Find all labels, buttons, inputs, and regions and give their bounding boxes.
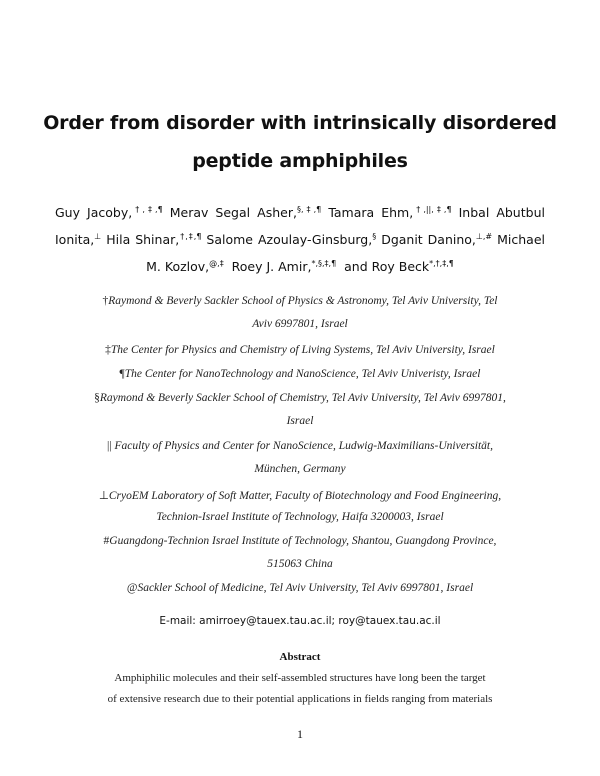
affiliation-guangdong-line-1 — [40, 535, 560, 547]
affiliation-physics-line-1 — [40, 295, 560, 307]
affiliation-symbol: ‡ — [105, 344, 111, 356]
author-name: M. Kozlov, — [146, 259, 210, 274]
affiliation-symbol: || — [107, 440, 112, 452]
author-affiliation-marks: § — [372, 232, 377, 241]
affiliation-text: Sackler School of Medicine, Tel Aviv University, Tel Aviv 6997801, Israel — [137, 582, 474, 594]
author-affiliation-marks: †,||,‡,¶ — [413, 205, 452, 214]
author-name: Tamara Ehm, — [328, 205, 414, 220]
author-affiliation-marks: *,†,‡,¶ — [429, 259, 454, 268]
page-number: 1 — [297, 727, 303, 741]
affiliation-text: Faculty of Physics and Center for NanoScience, Ludwig-Maximilians-Universität, — [111, 440, 493, 452]
author-name: Roey J. Amir, — [231, 259, 312, 274]
affiliation-lmu-line-2: München, Germany — [254, 463, 346, 475]
affiliation-text: The Center for NanoTechnology and NanoScience, Tel Aviv Univeristy, Israel — [124, 368, 481, 380]
affiliation-symbol: † — [102, 295, 109, 307]
author-name: Ionita, — [55, 232, 95, 247]
abstract-line-2: of extensive research due to their potential applications in fields ranging from materials — [107, 693, 493, 705]
paper-title-line-2: peptide amphiphiles — [192, 150, 408, 172]
author-affiliation-marks: ⊥,# — [475, 232, 493, 241]
affiliation-text: Guangdong-Technion Israel Institute of Technology, Shantou, Guangdong Province, — [109, 535, 497, 547]
author-name: Inbal Abutbul — [458, 205, 545, 220]
affiliation-guangdong-line-2: 515063 China — [267, 558, 333, 570]
author-affiliation-marks: *,§,‡,¶ — [311, 259, 337, 268]
author-line-1 — [55, 205, 545, 220]
author-line-3 — [55, 259, 545, 274]
affiliation-symbol: # — [103, 535, 110, 547]
affiliation-chemistry-line-2: Israel — [286, 415, 314, 427]
author-name: Hila Shinar, — [106, 232, 180, 247]
author-affiliation-marks: ⊥ — [94, 232, 102, 241]
affiliation-chemistry-line-1 — [40, 392, 560, 404]
affiliation-lmu-line-1 — [40, 440, 560, 452]
author-line-2 — [55, 232, 545, 247]
author-affiliation-marks: †,‡,¶ — [132, 205, 163, 214]
corresponding-email: E-mail: amirroey@tauex.tau.ac.il; roy@tauex.tau.ac.il — [159, 615, 441, 627]
affiliation-symbol: @ — [126, 582, 138, 594]
affiliation-nanotechnology — [40, 368, 560, 380]
affiliation-text: Raymond & Beverly Sackler School of Chemistry, Tel Aviv University, Tel Aviv 6997801, — [99, 392, 506, 404]
abstract-line-1: Amphiphilic molecules and their self-assembled structures have long been the target — [114, 672, 486, 684]
affiliation-text: The Center for Physics and Chemistry of Living Systems, Tel Aviv University, Israel — [110, 344, 495, 356]
affiliation-medicine — [40, 582, 560, 594]
author-affiliation-marks: †,‡,¶ — [179, 232, 202, 241]
author-name: Guy Jacoby, — [55, 205, 133, 220]
abstract-heading: Abstract — [279, 651, 321, 663]
author-name: Merav Segal Asher, — [169, 205, 297, 220]
paper-title-line-1: Order from disorder with intrinsically disordered — [43, 112, 557, 134]
affiliation-living-systems — [40, 344, 560, 356]
affiliation-technion-line-2: Technion-Israel Institute of Technology, Haifa 3200003, Israel — [156, 511, 444, 523]
affiliation-symbol: ⊥ — [98, 490, 109, 502]
affiliation-text: CryoEM Laboratory of Soft Matter, Faculty of Biotechnology and Food Engineering, — [108, 490, 502, 502]
author-name: Dganit Danino, — [381, 232, 476, 247]
author-name: and Roy Beck — [344, 259, 430, 274]
author-affiliation-marks: §,‡,¶ — [296, 205, 322, 214]
affiliation-physics-line-2: Aviv 6997801, Israel — [252, 318, 348, 330]
affiliation-symbol: § — [94, 392, 100, 404]
author-affiliation-marks: @,‡ — [209, 259, 224, 268]
affiliation-technion-line-1 — [40, 488, 560, 502]
author-name: Salome Azoulay-Ginsburg, — [206, 232, 373, 247]
affiliation-text: Raymond & Beverly Sackler School of Physics & Astronomy, Tel Aviv University, Tel — [108, 295, 498, 307]
affiliation-symbol: ¶ — [119, 368, 125, 380]
author-name: Michael — [497, 232, 545, 247]
